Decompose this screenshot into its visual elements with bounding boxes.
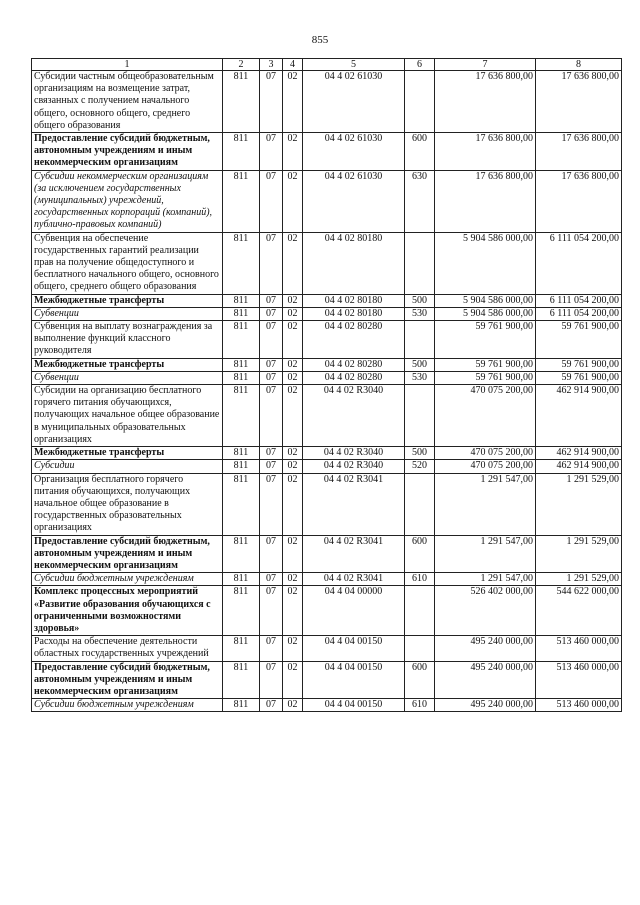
ministry-code: 811 [223, 699, 260, 712]
subsection-code: 02 [283, 133, 303, 171]
amount-year-2: 59 761 900,00 [536, 371, 622, 384]
table-row [32, 170, 622, 232]
ministry-code: 811 [223, 573, 260, 586]
amount-year-1: 5 904 586 000,00 [435, 307, 536, 320]
row-description: Субвенция на выплату вознаграждения за выполнение функций классного руководителя [32, 321, 223, 359]
amount-year-2: 17 636 800,00 [536, 170, 622, 232]
ministry-code: 811 [223, 170, 260, 232]
ministry-code: 811 [223, 358, 260, 371]
subsection-code: 02 [283, 358, 303, 371]
column-number: 8 [536, 59, 622, 71]
target-item-code: 04 4 02 R3041 [303, 535, 405, 573]
section-code: 07 [260, 699, 283, 712]
expense-type-code: 500 [405, 294, 435, 307]
row-description: Субвенции [32, 307, 223, 320]
row-description: Субсидии на организацию бесплатного горячего питания обучающихся, получающих начальное общее образование в муниципальных образовательных организациях [32, 385, 223, 447]
ministry-code: 811 [223, 473, 260, 535]
subsection-code: 02 [283, 71, 303, 133]
amount-year-2: 544 622 000,00 [536, 586, 622, 636]
subsection-code: 02 [283, 447, 303, 460]
amount-year-2: 1 291 529,00 [536, 573, 622, 586]
amount-year-1: 470 075 200,00 [435, 385, 536, 447]
subsection-code: 02 [283, 699, 303, 712]
ministry-code: 811 [223, 636, 260, 661]
target-item-code: 04 4 02 R3041 [303, 573, 405, 586]
table-row [32, 133, 622, 171]
expense-type-code: 610 [405, 573, 435, 586]
amount-year-1: 1 291 547,00 [435, 535, 536, 573]
column-number: 4 [283, 59, 303, 71]
row-description: Субсидии [32, 460, 223, 473]
ministry-code: 811 [223, 294, 260, 307]
amount-year-2: 513 460 000,00 [536, 636, 622, 661]
section-code: 07 [260, 321, 283, 359]
target-item-code: 04 4 02 61030 [303, 133, 405, 171]
row-description: Предоставление субсидий бюджетным, автономным учреждениям и иным некоммерческим организациям [32, 133, 223, 171]
amount-year-1: 526 402 000,00 [435, 586, 536, 636]
table-row [32, 573, 622, 586]
section-code: 07 [260, 371, 283, 384]
expense-type-code [405, 232, 435, 294]
expense-type-code: 600 [405, 535, 435, 573]
subsection-code: 02 [283, 385, 303, 447]
subsection-code: 02 [283, 636, 303, 661]
amount-year-1: 59 761 900,00 [435, 358, 536, 371]
table-row [32, 232, 622, 294]
section-code: 07 [260, 447, 283, 460]
target-item-code: 04 4 02 61030 [303, 71, 405, 133]
column-number-row [32, 59, 622, 71]
section-code: 07 [260, 573, 283, 586]
amount-year-2: 1 291 529,00 [536, 535, 622, 573]
section-code: 07 [260, 71, 283, 133]
subsection-code: 02 [283, 170, 303, 232]
amount-year-1: 470 075 200,00 [435, 447, 536, 460]
amount-year-1: 1 291 547,00 [435, 473, 536, 535]
amount-year-2: 513 460 000,00 [536, 661, 622, 699]
ministry-code: 811 [223, 385, 260, 447]
amount-year-2: 59 761 900,00 [536, 321, 622, 359]
expense-type-code [405, 71, 435, 133]
table-row [32, 294, 622, 307]
amount-year-1: 495 240 000,00 [435, 699, 536, 712]
page-number: 855 [311, 34, 329, 46]
target-item-code: 04 4 04 00150 [303, 699, 405, 712]
amount-year-1: 17 636 800,00 [435, 170, 536, 232]
table-row [32, 385, 622, 447]
column-number: 7 [435, 59, 536, 71]
expense-type-code: 630 [405, 170, 435, 232]
amount-year-1: 5 904 586 000,00 [435, 294, 536, 307]
target-item-code: 04 4 02 R3040 [303, 447, 405, 460]
table-row [32, 535, 622, 573]
amount-year-2: 462 914 900,00 [536, 460, 622, 473]
table-row [32, 473, 622, 535]
row-description: Комплекс процессных мероприятий «Развитие образования обучающихся с ограниченными возможностями здоровья» [32, 586, 223, 636]
target-item-code: 04 4 04 00000 [303, 586, 405, 636]
table-row [32, 371, 622, 384]
subsection-code: 02 [283, 661, 303, 699]
table-row [32, 699, 622, 712]
row-description: Субвенция на обеспечение государственных гарантий реализации прав на получение общедоступного и бесплатного начального общего, основного общего, среднего общего образования [32, 232, 223, 294]
amount-year-2: 6 111 054 200,00 [536, 307, 622, 320]
table-row [32, 586, 622, 636]
ministry-code: 811 [223, 133, 260, 171]
ministry-code: 811 [223, 307, 260, 320]
row-description: Субсидии бюджетным учреждениям [32, 573, 223, 586]
column-number: 5 [303, 59, 405, 71]
section-code: 07 [260, 385, 283, 447]
section-code: 07 [260, 473, 283, 535]
expense-type-code: 600 [405, 133, 435, 171]
ministry-code: 811 [223, 586, 260, 636]
subsection-code: 02 [283, 573, 303, 586]
section-code: 07 [260, 535, 283, 573]
target-item-code: 04 4 02 R3041 [303, 473, 405, 535]
row-description: Предоставление субсидий бюджетным, автономным учреждениям и иным некоммерческим организациям [32, 661, 223, 699]
amount-year-2: 17 636 800,00 [536, 71, 622, 133]
ministry-code: 811 [223, 460, 260, 473]
subsection-code: 02 [283, 307, 303, 320]
row-description: Субсидии частным общеобразовательным организациям на возмещение затрат, связанных с получением начального общего, основного общего, среднего общего образования [32, 71, 223, 133]
amount-year-1: 5 904 586 000,00 [435, 232, 536, 294]
column-number: 1 [32, 59, 223, 71]
table-row [32, 636, 622, 661]
subsection-code: 02 [283, 473, 303, 535]
expense-type-code: 600 [405, 661, 435, 699]
expense-type-code [405, 636, 435, 661]
table-row [32, 358, 622, 371]
section-code: 07 [260, 636, 283, 661]
column-number: 3 [260, 59, 283, 71]
expense-type-code: 530 [405, 371, 435, 384]
expense-type-code: 520 [405, 460, 435, 473]
table-row [32, 307, 622, 320]
target-item-code: 04 4 02 80180 [303, 232, 405, 294]
row-description: Предоставление субсидий бюджетным, автономным учреждениям и иным некоммерческим организациям [32, 535, 223, 573]
subsection-code: 02 [283, 371, 303, 384]
target-item-code: 04 4 02 80180 [303, 307, 405, 320]
table-row [32, 460, 622, 473]
target-item-code: 04 4 02 R3040 [303, 385, 405, 447]
expense-type-code [405, 473, 435, 535]
section-code: 07 [260, 358, 283, 371]
amount-year-2: 1 291 529,00 [536, 473, 622, 535]
section-code: 07 [260, 170, 283, 232]
expense-type-code: 530 [405, 307, 435, 320]
amount-year-2: 462 914 900,00 [536, 385, 622, 447]
ministry-code: 811 [223, 321, 260, 359]
target-item-code: 04 4 04 00150 [303, 636, 405, 661]
ministry-code: 811 [223, 71, 260, 133]
expense-type-code [405, 586, 435, 636]
amount-year-1: 470 075 200,00 [435, 460, 536, 473]
target-item-code: 04 4 02 80180 [303, 294, 405, 307]
subsection-code: 02 [283, 535, 303, 573]
amount-year-1: 17 636 800,00 [435, 71, 536, 133]
section-code: 07 [260, 294, 283, 307]
row-description: Межбюджетные трансферты [32, 358, 223, 371]
ministry-code: 811 [223, 661, 260, 699]
expense-type-code: 500 [405, 358, 435, 371]
column-number: 6 [405, 59, 435, 71]
expense-type-code [405, 385, 435, 447]
ministry-code: 811 [223, 232, 260, 294]
column-number: 2 [223, 59, 260, 71]
amount-year-1: 17 636 800,00 [435, 133, 536, 171]
amount-year-2: 513 460 000,00 [536, 699, 622, 712]
ministry-code: 811 [223, 371, 260, 384]
target-item-code: 04 4 02 61030 [303, 170, 405, 232]
amount-year-2: 6 111 054 200,00 [536, 294, 622, 307]
row-description: Расходы на обеспечение деятельности областных государственных учреждений [32, 636, 223, 661]
table-row [32, 447, 622, 460]
target-item-code: 04 4 02 80280 [303, 371, 405, 384]
amount-year-1: 1 291 547,00 [435, 573, 536, 586]
amount-year-2: 462 914 900,00 [536, 447, 622, 460]
table-body [32, 71, 622, 712]
amount-year-2: 59 761 900,00 [536, 358, 622, 371]
subsection-code: 02 [283, 232, 303, 294]
ministry-code: 811 [223, 535, 260, 573]
subsection-code: 02 [283, 586, 303, 636]
table-row [32, 71, 622, 133]
target-item-code: 04 4 02 R3040 [303, 460, 405, 473]
budget-table [31, 58, 622, 712]
expense-type-code: 610 [405, 699, 435, 712]
amount-year-1: 59 761 900,00 [435, 321, 536, 359]
section-code: 07 [260, 307, 283, 320]
ministry-code: 811 [223, 447, 260, 460]
target-item-code: 04 4 02 80280 [303, 358, 405, 371]
row-description: Субсидии бюджетным учреждениям [32, 699, 223, 712]
expense-type-code [405, 321, 435, 359]
subsection-code: 02 [283, 460, 303, 473]
amount-year-2: 17 636 800,00 [536, 133, 622, 171]
target-item-code: 04 4 02 80280 [303, 321, 405, 359]
section-code: 07 [260, 586, 283, 636]
section-code: 07 [260, 232, 283, 294]
target-item-code: 04 4 04 00150 [303, 661, 405, 699]
row-description: Субвенции [32, 371, 223, 384]
amount-year-2: 6 111 054 200,00 [536, 232, 622, 294]
table-row [32, 321, 622, 359]
subsection-code: 02 [283, 294, 303, 307]
section-code: 07 [260, 133, 283, 171]
row-description: Организация бесплатного горячего питания обучающихся, получающих начальное общее образование в государственных образовательных организациях [32, 473, 223, 535]
section-code: 07 [260, 661, 283, 699]
row-description: Межбюджетные трансферты [32, 294, 223, 307]
amount-year-1: 59 761 900,00 [435, 371, 536, 384]
subsection-code: 02 [283, 321, 303, 359]
expense-type-code: 500 [405, 447, 435, 460]
amount-year-1: 495 240 000,00 [435, 661, 536, 699]
row-description: Межбюджетные трансферты [32, 447, 223, 460]
section-code: 07 [260, 460, 283, 473]
row-description: Субсидии некоммерческим организациям (за исключением государственных (муниципальных) учреждений, государственных корпораций (компаний), публично-правовых компаний) [32, 170, 223, 232]
amount-year-1: 495 240 000,00 [435, 636, 536, 661]
table-row [32, 661, 622, 699]
